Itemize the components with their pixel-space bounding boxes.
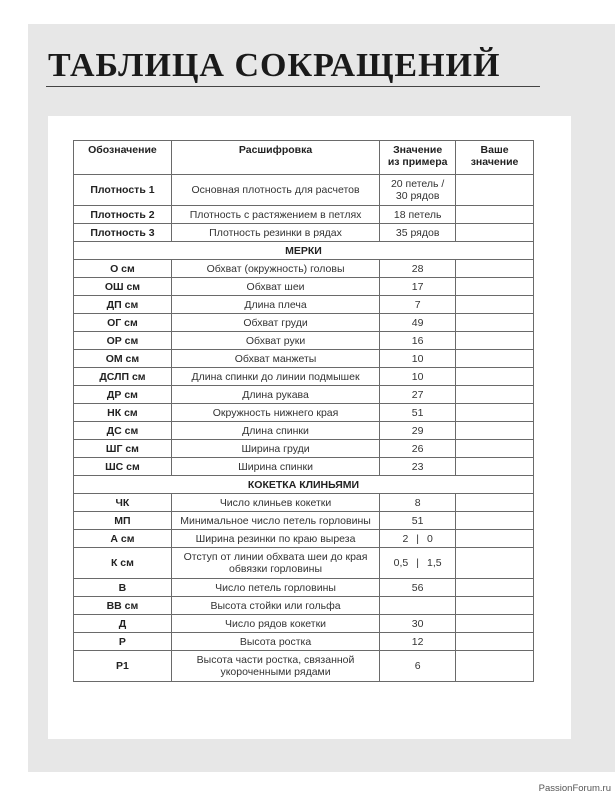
- row-your-value: [456, 440, 534, 458]
- table-row: [74, 224, 534, 242]
- row-your-value: [456, 494, 534, 512]
- table-row: [74, 422, 534, 440]
- row-description: Обхват руки: [171, 332, 379, 350]
- row-description: Длина спинки до линии подмышек: [171, 368, 379, 386]
- row-your-value: [456, 615, 534, 633]
- row-description: [171, 530, 379, 548]
- row-code: А см: [74, 530, 172, 548]
- row-example-value: [380, 224, 456, 242]
- value-line1: 18 петель: [393, 208, 442, 221]
- table-row: [74, 278, 534, 296]
- value-a: 51: [411, 514, 424, 527]
- table-row: [74, 512, 534, 530]
- row-example-value: [380, 175, 456, 206]
- row-your-value: [456, 314, 534, 332]
- row-code: ОР см: [74, 332, 172, 350]
- row-code: Р1: [74, 651, 172, 682]
- row-your-value: [456, 548, 534, 579]
- table-row: [74, 404, 534, 422]
- row-example-value: 49: [380, 314, 456, 332]
- row-description: Ширина груди: [171, 440, 379, 458]
- value-line1: 35 рядов: [395, 226, 440, 239]
- row-example-value: 27: [380, 386, 456, 404]
- table-row: [74, 350, 534, 368]
- table-row: [74, 597, 534, 615]
- row-example-value: 51: [380, 404, 456, 422]
- table-header-row: [74, 141, 534, 175]
- row-example-value: [380, 579, 456, 597]
- description-line1: Число клиньев кокетки: [219, 496, 332, 509]
- row-code: ЧК: [74, 494, 172, 512]
- header-yours-line2: значение: [470, 156, 519, 168]
- value-a: 30: [411, 617, 424, 630]
- row-code: НК см: [74, 404, 172, 422]
- row-description: [171, 651, 379, 682]
- row-description: [171, 597, 379, 615]
- table-row: [74, 651, 534, 682]
- description-line1: Минимальное число петель горловины: [180, 514, 371, 527]
- row-your-value: [456, 579, 534, 597]
- value-separator: |: [416, 557, 420, 569]
- row-code: ШС см: [74, 458, 172, 476]
- row-description: [171, 633, 379, 651]
- description-line1: Число петель горловины: [215, 581, 336, 594]
- row-code: МП: [74, 512, 172, 530]
- value-line1: 20 петель /: [390, 178, 445, 190]
- title-underline: [46, 86, 540, 87]
- header-yours-line1: Ваше: [480, 144, 509, 156]
- header-yours: [456, 141, 534, 175]
- table-row: [74, 530, 534, 548]
- row-code: В: [74, 579, 172, 597]
- description-line1: Высота стойки или гольфа: [210, 599, 341, 612]
- header-value-line1: Значение: [393, 144, 443, 156]
- table-row: [74, 633, 534, 651]
- row-description: Обхват манжеты: [171, 350, 379, 368]
- section-header-row: [74, 242, 534, 260]
- row-example-value: 10: [380, 368, 456, 386]
- table-row: [74, 494, 534, 512]
- value-a: 2: [402, 532, 409, 545]
- section-header-row: [74, 476, 534, 494]
- header-value-line2: из примера: [387, 156, 448, 168]
- row-your-value: [456, 296, 534, 314]
- row-example-value: [380, 512, 456, 530]
- value-a: 6: [414, 660, 421, 672]
- description-line1: Высота части ростка, связанной: [196, 654, 355, 666]
- row-your-value: [456, 458, 534, 476]
- row-code: ОГ см: [74, 314, 172, 332]
- row-your-value: [456, 530, 534, 548]
- row-code: ВВ см: [74, 597, 172, 615]
- row-your-value: [456, 404, 534, 422]
- value-a: 0,5: [393, 557, 409, 569]
- row-code: Р: [74, 633, 172, 651]
- table-row: [74, 314, 534, 332]
- value-a: 56: [411, 581, 424, 594]
- row-your-value: [456, 260, 534, 278]
- table-row: [74, 206, 534, 224]
- row-your-value: [456, 224, 534, 242]
- row-code: ДР см: [74, 386, 172, 404]
- row-description: Ширина спинки: [171, 458, 379, 476]
- row-example-value: 16: [380, 332, 456, 350]
- row-code: К см: [74, 548, 172, 579]
- row-your-value: [456, 350, 534, 368]
- table-body: [74, 175, 534, 682]
- row-description: Обхват (окружность) головы: [171, 260, 379, 278]
- row-example-value: 7: [380, 296, 456, 314]
- row-example-value: [380, 615, 456, 633]
- row-your-value: [456, 386, 534, 404]
- row-example-value: 29: [380, 422, 456, 440]
- row-code: Плотность 1: [74, 175, 172, 206]
- section-title: КОКЕТКА КЛИНЬЯМИ: [74, 476, 534, 494]
- row-description: [171, 579, 379, 597]
- row-code: ОШ см: [74, 278, 172, 296]
- table-row: [74, 386, 534, 404]
- row-example-value: 26: [380, 440, 456, 458]
- row-description: [171, 512, 379, 530]
- row-description: Обхват груди: [171, 314, 379, 332]
- row-example-value: [380, 597, 456, 615]
- table-row: [74, 440, 534, 458]
- page-title: ТАБЛИЦА СОКРАЩЕНИЙ: [48, 47, 501, 84]
- row-code: Плотность 2: [74, 206, 172, 224]
- row-example-value: [380, 206, 456, 224]
- row-example-value: 23: [380, 458, 456, 476]
- row-description: Обхват шеи: [171, 278, 379, 296]
- row-description: Плотность резинки в рядах: [171, 224, 379, 242]
- table-row: [74, 175, 534, 206]
- row-description: Длина рукава: [171, 386, 379, 404]
- row-code: Д: [74, 615, 172, 633]
- row-example-value: [380, 494, 456, 512]
- description-line1: Высота ростка: [239, 635, 312, 648]
- description-line2: обвязки горловины: [229, 563, 323, 575]
- value-line2: 30 рядов: [395, 190, 440, 202]
- row-example-value: [380, 651, 456, 682]
- description-line1: Число рядов кокетки: [225, 617, 327, 630]
- description-line2: укороченными рядами: [220, 666, 331, 678]
- row-your-value: [456, 633, 534, 651]
- value-b: 1,5: [427, 557, 442, 569]
- row-code: Плотность 3: [74, 224, 172, 242]
- description-line1: Отступ от линии обхвата шеи до края: [183, 551, 368, 563]
- row-code: ДП см: [74, 296, 172, 314]
- row-example-value: [380, 530, 456, 548]
- row-your-value: [456, 206, 534, 224]
- table-row: [74, 548, 534, 579]
- row-example-value: 10: [380, 350, 456, 368]
- value-a: 12: [411, 635, 424, 648]
- row-your-value: [456, 332, 534, 350]
- abbreviations-table: [73, 140, 534, 682]
- row-your-value: [456, 175, 534, 206]
- row-your-value: [456, 278, 534, 296]
- row-description: [171, 548, 379, 579]
- row-example-value: 17: [380, 278, 456, 296]
- row-description: Основная плотность для расчетов: [171, 175, 379, 206]
- table-row: [74, 260, 534, 278]
- row-description: [171, 494, 379, 512]
- row-code: ДС см: [74, 422, 172, 440]
- header-desc: Расшифровка: [171, 141, 379, 175]
- row-code: ДСЛП см: [74, 368, 172, 386]
- row-example-value: [380, 548, 456, 579]
- row-description: Длина плеча: [171, 296, 379, 314]
- table-row: [74, 368, 534, 386]
- row-your-value: [456, 597, 534, 615]
- table-row: [74, 615, 534, 633]
- row-your-value: [456, 512, 534, 530]
- row-description: Длина спинки: [171, 422, 379, 440]
- value-separator: |: [416, 532, 420, 545]
- table-row: [74, 332, 534, 350]
- row-your-value: [456, 651, 534, 682]
- section-title: МЕРКИ: [74, 242, 534, 260]
- row-description: [171, 615, 379, 633]
- header-code: Обозначение: [74, 141, 172, 175]
- value-b: 0: [427, 532, 433, 545]
- source-watermark: PassionForum.ru: [538, 783, 611, 794]
- table-row: [74, 296, 534, 314]
- row-example-value: [380, 633, 456, 651]
- row-code: ОМ см: [74, 350, 172, 368]
- table-row: [74, 579, 534, 597]
- description-line1: Ширина резинки по краю выреза: [195, 532, 356, 545]
- row-description: Плотность с растяжением в петлях: [171, 206, 379, 224]
- row-your-value: [456, 422, 534, 440]
- row-example-value: 28: [380, 260, 456, 278]
- row-description: Окружность нижнего края: [171, 404, 379, 422]
- header-value: [380, 141, 456, 175]
- row-code: ШГ см: [74, 440, 172, 458]
- table-row: [74, 458, 534, 476]
- row-code: О см: [74, 260, 172, 278]
- row-your-value: [456, 368, 534, 386]
- value-a: 8: [414, 496, 421, 509]
